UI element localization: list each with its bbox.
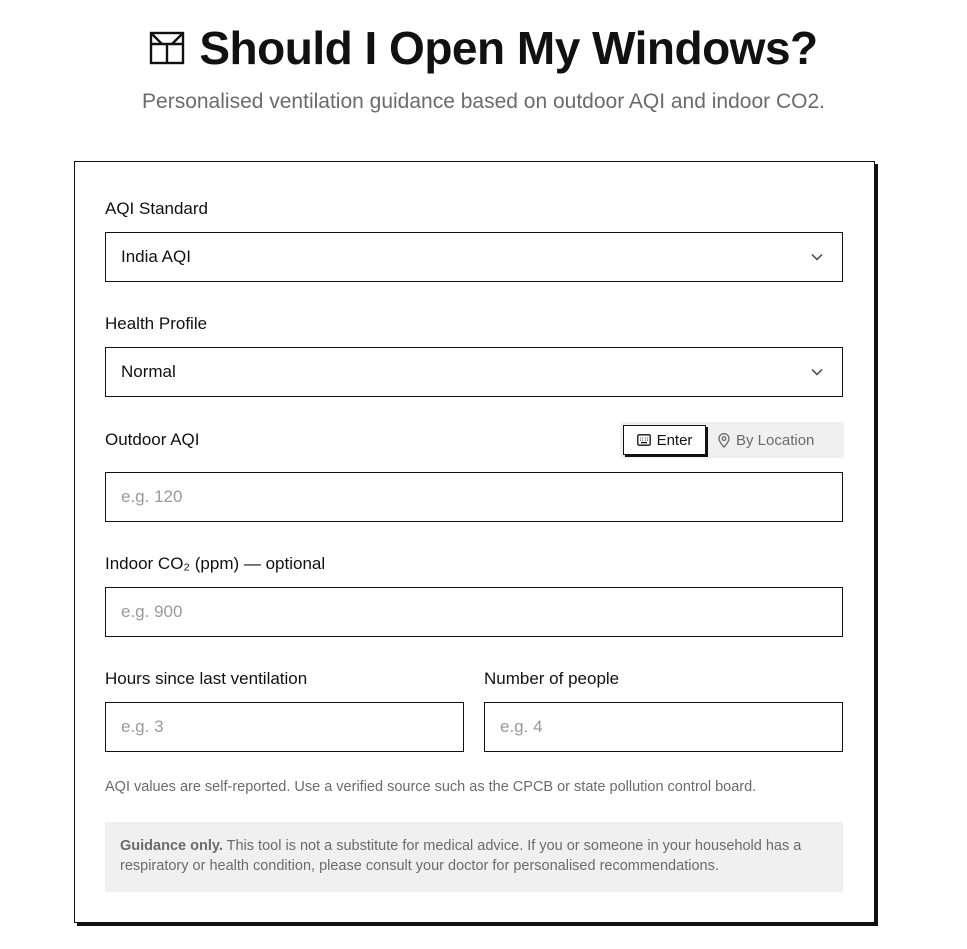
health-profile-label: Health Profile — [105, 314, 208, 333]
outdoor-aqi-label: Outdoor AQI — [105, 430, 200, 449]
outdoor-aqi-mode-toggle — [620, 422, 844, 458]
number-of-people-label: Number of people — [484, 669, 620, 688]
disclaimer-text: This tool is not a substitute for medical advice. If you or someone in your household has a respiratory or health condition, please consult your doctor for personalised recommendations. — [120, 838, 802, 874]
page-title: Should I Open My Windows? — [199, 22, 818, 74]
aqi-standard-label: AQI Standard — [105, 199, 209, 218]
enter-mode-button[interactable] — [623, 425, 706, 455]
enter-mode-label: Enter — [656, 431, 693, 449]
outdoor-aqi-input[interactable] — [105, 472, 843, 522]
page-subtitle: Personalised ventilation guidance based on outdoor AQI and indoor CO2. — [142, 90, 825, 113]
number-of-people-input[interactable] — [484, 702, 843, 752]
map-pin-icon — [718, 433, 730, 448]
page-header — [0, 20, 967, 114]
by-location-mode-label: By Location — [736, 431, 815, 449]
indoor-co2-input[interactable] — [105, 587, 843, 637]
disclaimer-bold: Guidance only. — [120, 838, 223, 854]
indoor-co2-label: Indoor CO₂ (ppm) — optional — [105, 554, 326, 573]
window-icon — [149, 30, 185, 66]
health-profile-value: Normal — [121, 362, 176, 381]
by-location-mode-button[interactable] — [706, 425, 826, 455]
aqi-standard-select[interactable] — [105, 232, 843, 282]
hours-since-ventilation-label: Hours since last ventilation — [105, 669, 308, 688]
keyboard-icon — [637, 434, 651, 446]
hours-since-ventilation-input[interactable] — [105, 702, 464, 752]
ventilation-form-card — [74, 161, 875, 923]
medical-disclaimer — [105, 822, 843, 892]
aqi-standard-value: India AQI — [121, 247, 191, 266]
aqi-source-note: AQI values are self-reported. Use a verified source such as the CPCB or state pollution control board. — [105, 779, 757, 795]
chevron-down-icon — [810, 365, 824, 379]
chevron-down-icon — [810, 250, 824, 264]
health-profile-select[interactable] — [105, 347, 843, 397]
